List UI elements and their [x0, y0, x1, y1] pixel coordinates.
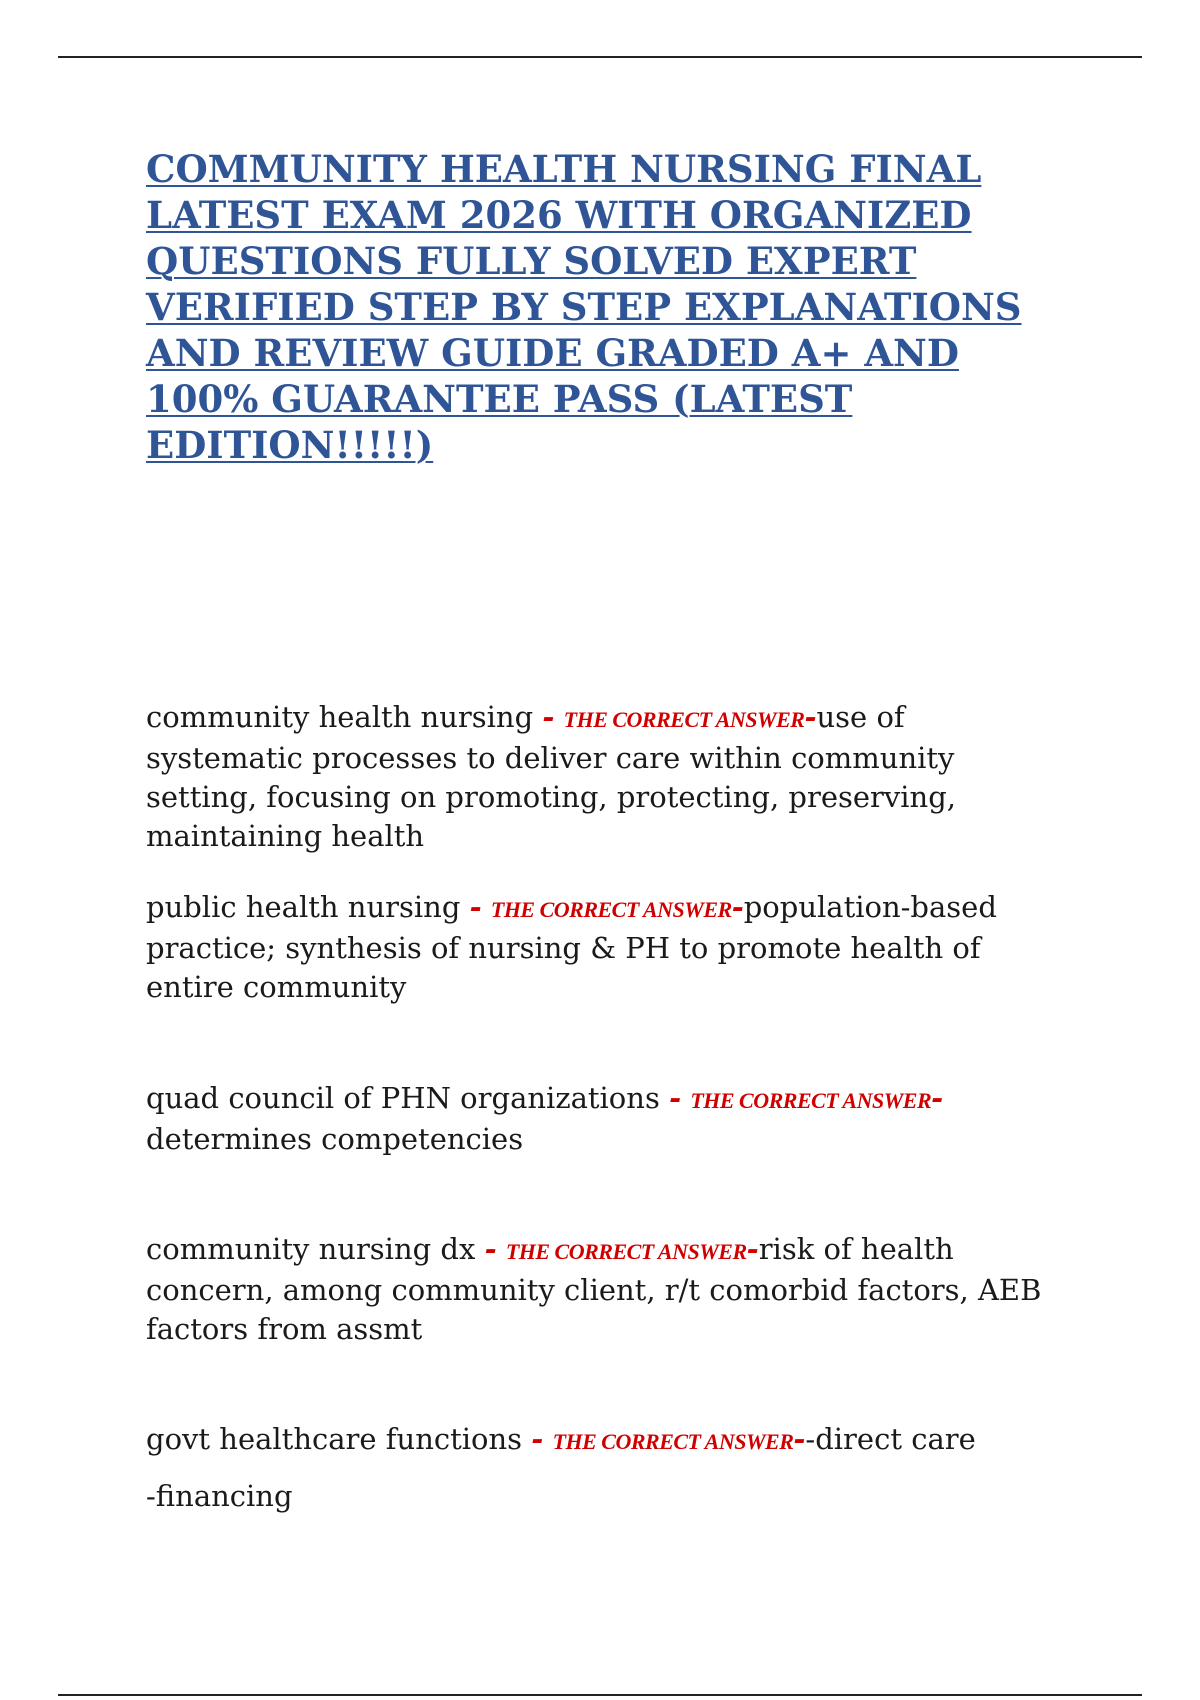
- qa-item: [146, 1079, 1066, 1159]
- correct-answer-marker: THE CORRECT ANSWER: [563, 707, 805, 732]
- qa-item: [146, 698, 1066, 856]
- answer-separator: -: [484, 1232, 497, 1266]
- top-rule: [58, 56, 1142, 58]
- bottom-rule: [58, 1694, 1142, 1696]
- qa-answer: population-based practice; synthesis of nursing & PH to promote health of entire community: [146, 890, 997, 1004]
- correct-answer-marker: THE CORRECT ANSWER: [490, 897, 732, 922]
- answer-separator: -: [669, 1081, 682, 1115]
- correct-answer-marker: THE CORRECT ANSWER: [552, 1429, 794, 1454]
- correct-answer-marker: THE CORRECT ANSWER: [505, 1239, 747, 1264]
- document-title: COMMUNITY HEALTH NURSING FINAL LATEST EXAM 2026 WITH ORGANIZED QUESTIONS FULLY SOLVED EXPERT VERIFIED STEP BY STEP EXPLANATIONS AND REVIEW GUIDE GRADED A+ AND 100% GUARANTEE PASS (LATEST EDITION!!!!!): [146, 147, 1022, 467]
- qa-answer-line: -financing: [146, 1479, 293, 1513]
- answer-separator: -: [793, 1422, 806, 1456]
- qa-item: [146, 1230, 1066, 1349]
- answer-separator: -: [542, 700, 555, 734]
- qa-item: [146, 1420, 1066, 1516]
- qa-answer: determines competencies: [146, 1122, 524, 1156]
- qa-answer: risk of health concern, among community client, r/t comorbid factors, AEB factors from assmt: [146, 1232, 1042, 1346]
- qa-answer: -direct care: [805, 1422, 976, 1456]
- answer-separator: -: [531, 1422, 544, 1456]
- qa-term: quad council of PHN organizations: [146, 1081, 670, 1115]
- answer-separator: -: [804, 700, 817, 734]
- answer-separator: -: [746, 1232, 759, 1266]
- answer-separator: -: [731, 890, 744, 924]
- qa-term: community nursing dx: [146, 1232, 485, 1266]
- answer-separator: -: [931, 1081, 944, 1115]
- qa-term: community health nursing: [146, 700, 543, 734]
- correct-answer-marker: THE CORRECT ANSWER: [690, 1088, 932, 1113]
- qa-term: govt healthcare functions: [146, 1422, 532, 1456]
- qa-answer: use of systematic processes to deliver care within community setting, focusing on promoting, protecting, preserving, maintaining health: [146, 700, 957, 853]
- qa-term: public health nursing: [146, 890, 470, 924]
- qa-item: [146, 888, 1066, 1007]
- answer-separator: -: [469, 890, 482, 924]
